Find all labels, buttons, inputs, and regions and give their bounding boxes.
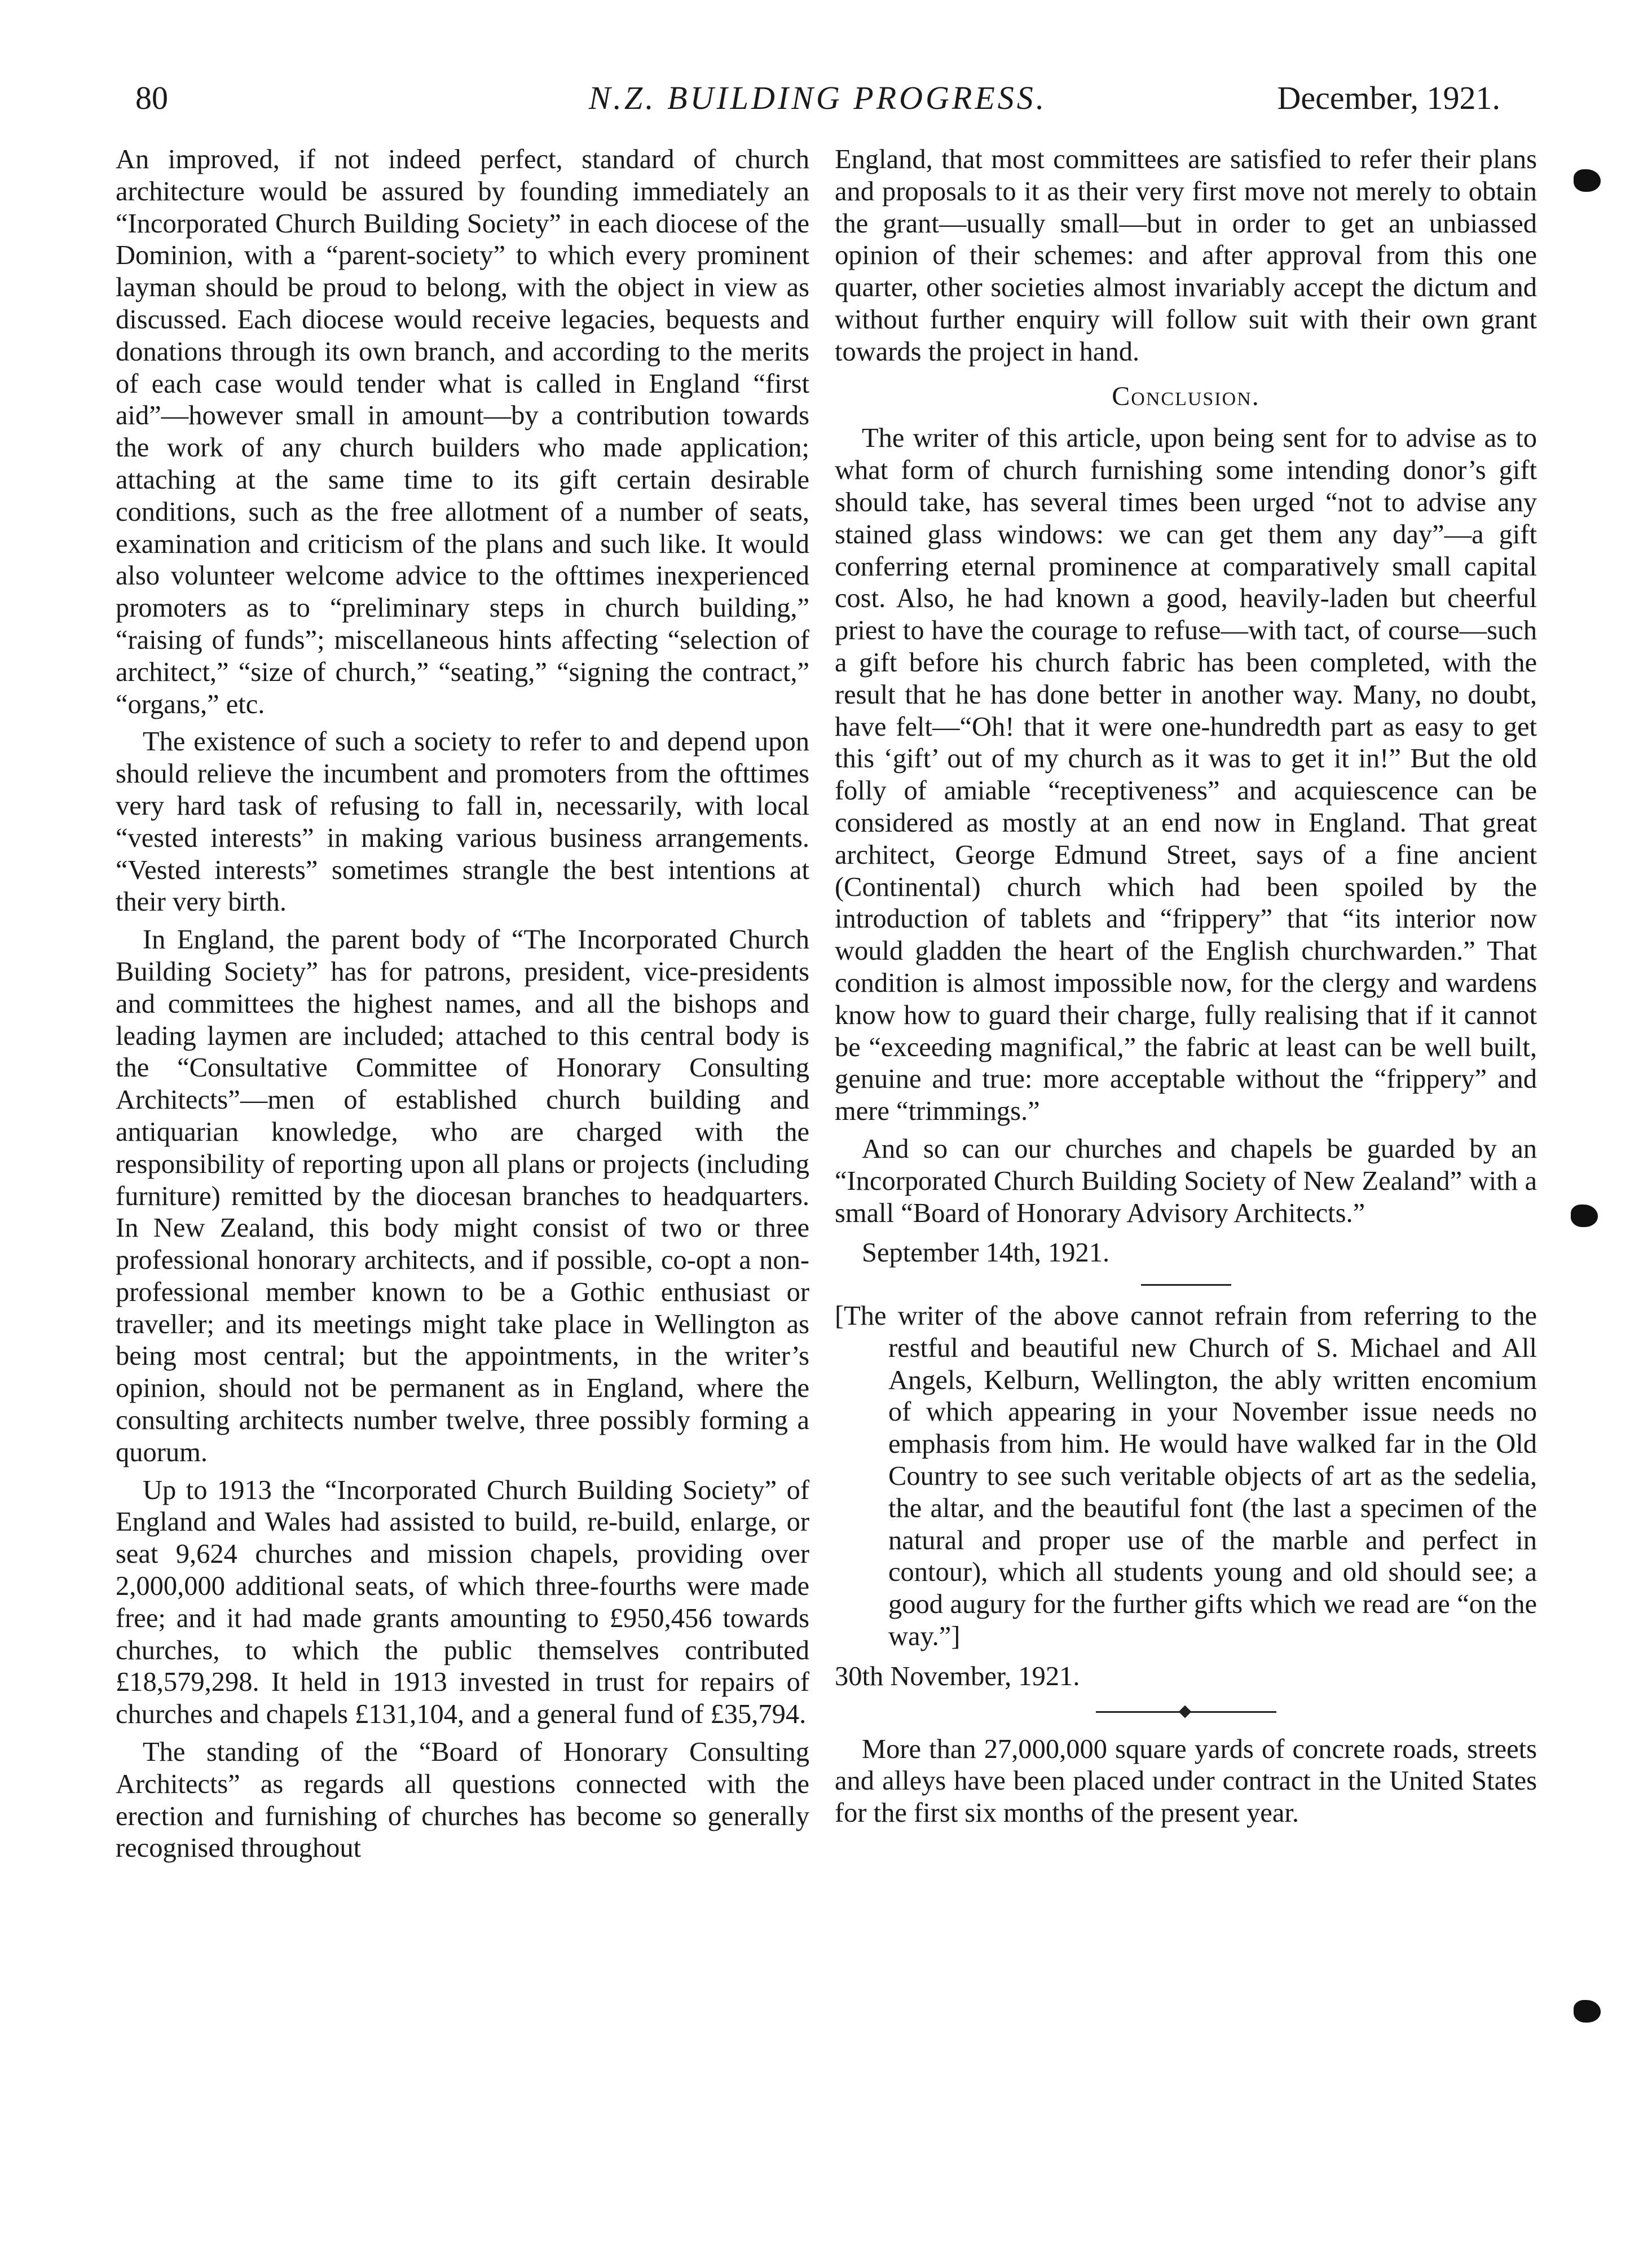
- paragraph: In England, the parent body of “The Incorporated Church Building Society” has for patrons, president, vice-presidents and committees the highest names, and all the bishops and leading laymen are included; attached to this central body is the “Consultative Committee of Honorary Consulting Architects”—men of established church building and antiquarian knowledge, who are charged with the responsibility of reporting upon all plans or projects (including furniture) remitted by the diocesan branches to headquarters. In New Zealand, this body might consist of two or three professional honorary architects, and if possible, co-opt a non-professional member known to be a Gothic enthusiast or traveller; and its meetings might take place in Wellington as being most central; but the appointments, in the writer’s opinion, should not be permanent as in England, where the consulting architects number twelve, three possibly forming a quorum.: [116, 925, 809, 1467]
- diamond-ornament-icon: [1178, 1705, 1191, 1718]
- issue-date: December, 1921.: [1277, 80, 1500, 116]
- paragraph: And so can our churches and chapels be guarded by an “Incorporated Church Building Society of New Zealand” with a small “Board of Honorary Advisory Architects.”: [835, 1133, 1537, 1228]
- left-column: [116, 144, 809, 1865]
- divider: [1141, 1284, 1231, 1286]
- journal-title: N.Z. BUILDING PROGRESS.: [588, 80, 1047, 116]
- page-number: 80: [135, 80, 168, 116]
- margin-blot-icon: [1574, 169, 1601, 192]
- editor-note-text: [The writer of the above cannot refrain from referring to the restful and beautiful new Church of S. Michael and All Angels, Kelburn, Wellington, the ably written encomium of which appearing in your November issue needs no emphasis from him. He would have walked far in the Old Country to see such veritable objects of art as the sedelia, the altar, and the beautiful font (the last a specimen of the natural and proper use of the marble and perfect in contour), which all students young and old should see; a good augury for the further gifts which we read are “on the way.”]: [835, 1301, 1537, 1652]
- page-header: [135, 73, 1500, 135]
- paragraph: The writer of this article, upon being sent for to advise as to what form of church furnishing some intending donor’s gift should take, has several times been urged “not to advise any stained glass windows: we can get them any day”—a gift conferring eternal prominence at comparatively small capital cost. Also, he had known a good, heavily-laden but cheerful priest to have the courage to refuse—with tact, of course—such a gift before his church fabric has been completed, with the result that he has done better in another way. Many, no doubt, have felt—“Oh! that it were one-hundredth part as easy to get this ‘gift’ out of my church as it was to get it in!” But the old folly of amiable “receptiveness” and acquiescence can be considered as mostly at an end now in England. That great architect, George Edmund Street, says of a fine ancient (Continental) church which had been spoiled by the introduction of tablets and “frippery” that “its interior now would gladden the heart of the English churchwarden.” That condition is almost impossible now, for the clergy and wardens know how to guard their charge, fully realising that if it cannot be “exceeding magnifical,” the fabric at least can be well built, genuine and true: more acceptable without the “frippery” and mere “trimmings.”: [835, 423, 1537, 1127]
- paragraph: Up to 1913 the “Incorporated Church Building Society” of England and Wales had assisted to build, re-build, enlarge, or seat 9,624 churches and mission chapels, providing over 2,000,000 additional seats, of which three-fourths were made free; and it had made grants amounting to £950,456 towards churches, to which the public themselves contributed £18,579,298. It held in 1913 invested in trust for repairs of churches and chapels £131,104, and a general fund of £35,794.: [116, 1475, 809, 1730]
- paragraph-continuation: England, that most committees are satisfied to refer their plans and proposals to it as their very first move not merely to obtain the grant—usually small—but in order to get an unbiassed opinion of their schemes: and after approval from this one quarter, other societies almost invariably accept the dictum and without further enquiry will follow suit with their own grant towards the project in hand.: [835, 144, 1537, 367]
- note-date: 30th November, 1921.: [835, 1661, 1080, 1691]
- closing-item: More than 27,000,000 square yards of concrete roads, streets and alleys have been placed under contract in the United States for the first six months of the present year.: [835, 1734, 1537, 1828]
- conclusion-heading: Conclusion.: [1112, 381, 1260, 411]
- paragraph: An improved, if not indeed perfect, standard of church architecture would be assured by founding immediately an “Incorporated Church Building Society” in each diocese of the Dominion, with a “parent-society” to which every prominent layman should be proud to belong, with the object in view as discussed. Each diocese would receive legacies, bequests and donations through its own branch, and according to the merits of each case would tender what is called in England “first aid”—however small in amount—by a contribution towards the work of any church builders who made application; attaching at the same time to its gift certain desirable conditions, such as the free allotment of a number of seats, examination and criticism of the plans and such like. It would also volunteer welcome advice to the ofttimes inexperienced promoters as to “preliminary steps in church building,” “raising of funds”; miscellaneous hints affecting “selection of architect,” “size of church,” “seating,” “signing the contract,” “organs,” etc.: [116, 144, 809, 719]
- article-date: September 14th, 1921.: [862, 1238, 1110, 1268]
- paragraph: The existence of such a society to refer to and depend upon should relieve the incumbent and promoters from the ofttimes very hard task of refusing to fall in, necessarily, with local “vested interests” in making various business arrangements. “Vested interests” sometimes strangle the best intentions at their very birth.: [116, 727, 809, 917]
- ornamental-divider: [1096, 1709, 1276, 1715]
- paragraph: The standing of the “Board of Honorary Consulting Architects” as regards all questions connected with the erection and furnishing of churches has become so generally recognised throughout: [116, 1737, 809, 1863]
- editor-note: [835, 1300, 1537, 1653]
- right-column: [835, 144, 1537, 1830]
- margin-blot-icon: [1571, 1205, 1598, 1227]
- margin-blot-icon: [1574, 2000, 1601, 2023]
